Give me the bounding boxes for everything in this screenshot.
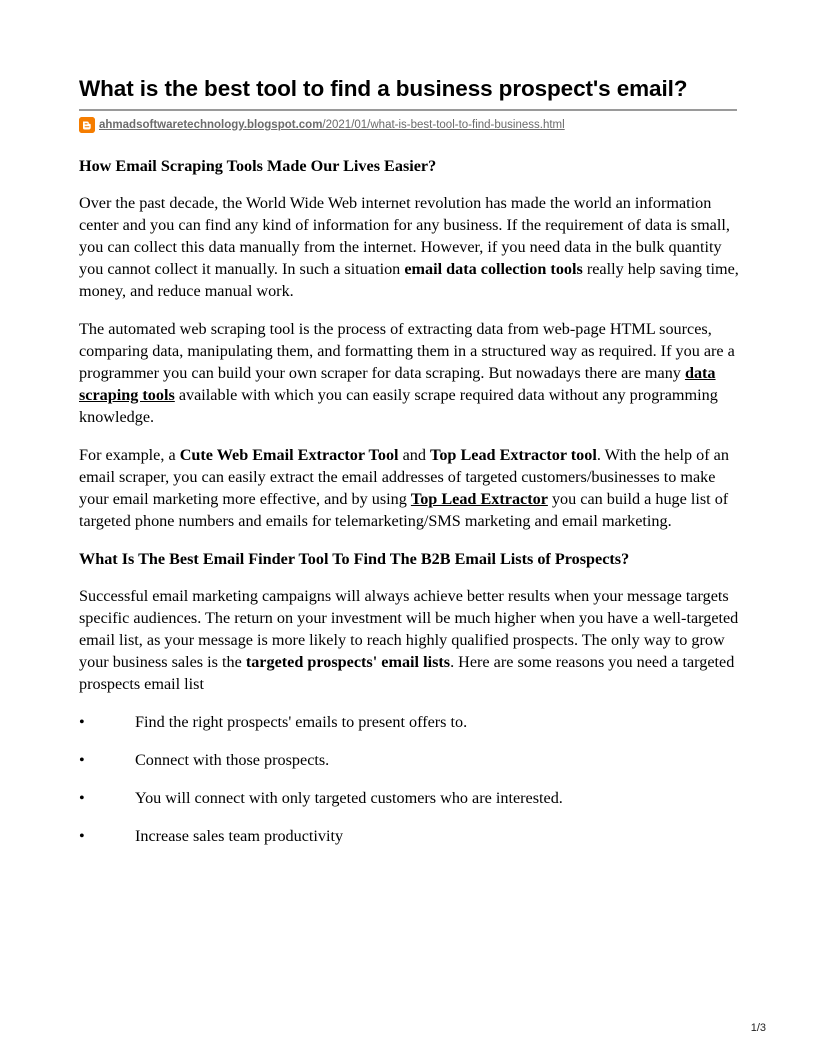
- data-scraping-tools-link[interactable]: data scraping tools: [79, 364, 716, 404]
- bullet-icon: •: [79, 751, 85, 769]
- source-path: /2021/01/what-is-best-tool-to-find-business.html: [322, 119, 565, 131]
- top-lead-extractor-link[interactable]: Top Lead Extractor: [410, 490, 548, 508]
- bold-phrase: Cute Web Email Extractor Tool: [179, 446, 399, 464]
- paragraph-4: Successful email marketing campaigns will always achieve better results when your message targets specific audiences. The return on your investment will be much higher when you have a well-targeted email list, as your message is more likely to reach highly qualified prospects. The only way to grow your business sales is the targeted prospects' email lists. Here are some reasons you need a targeted prospects email list: [79, 587, 739, 693]
- paragraph-3: For example, a Cute Web Email Extractor Tool and Top Lead Extractor tool. With the help of an email scraper, you can easily extract the email addresses of targeted customers/businesses to make your email marketing more effective, and by using Top Lead Extractor you can build a huge list of targeted phone numbers and emails for telemarketing/SMS marketing and email marketing.: [79, 446, 729, 530]
- reasons-list: [79, 711, 739, 847]
- bold-phrase: targeted prospects' email lists: [245, 653, 451, 671]
- source-link[interactable]: [99, 119, 565, 131]
- section-heading-2: What Is The Best Email Finder Tool To Find The B2B Email Lists of Prospects?: [79, 550, 630, 568]
- blogger-icon: [79, 117, 95, 133]
- bold-phrase: email data collection tools: [404, 260, 583, 278]
- page-title: What is the best tool to find a business prospect's email?: [79, 76, 688, 101]
- list-item: • Connect with those prospects.: [79, 751, 330, 769]
- list-item: • Find the right prospects' emails to present offers to.: [79, 713, 468, 731]
- bullet-icon: •: [79, 713, 85, 731]
- list-item: • Increase sales team productivity: [79, 827, 344, 845]
- list-item: • You will connect with only targeted customers who are interested.: [79, 789, 563, 807]
- source-domain: ahmadsoftwaretechnology.blogspot.com: [99, 119, 323, 131]
- paragraph-1: Over the past decade, the World Wide Web internet revolution has made the world an information center and you can find any kind of information for any business. If the requirement of data is small, you can collect this data manually from the internet. However, if you need data in the bulk quantity you cannot collect it manually. In such a situation email data collection tools really help saving time, money, and reduce manual work.: [79, 194, 739, 300]
- page-number: 1/3: [750, 1022, 766, 1034]
- bullet-icon: •: [79, 789, 85, 807]
- paragraph-2: The automated web scraping tool is the process of extracting data from web-page HTML sources, comparing data, manipulating them, and formatting them in a structured way as required. If you are a programmer you can build your own scraper for data scraping. But nowadays there are many data scraping tools available with which you can easily scrape required data without any programming knowledge.: [79, 320, 735, 426]
- title-divider: [79, 109, 737, 111]
- source-url: [79, 116, 565, 134]
- article-body: [79, 155, 739, 863]
- bold-phrase: Top Lead Extractor tool: [430, 446, 597, 464]
- bullet-icon: •: [79, 827, 85, 845]
- section-heading-1: How Email Scraping Tools Made Our Lives Easier?: [79, 157, 437, 175]
